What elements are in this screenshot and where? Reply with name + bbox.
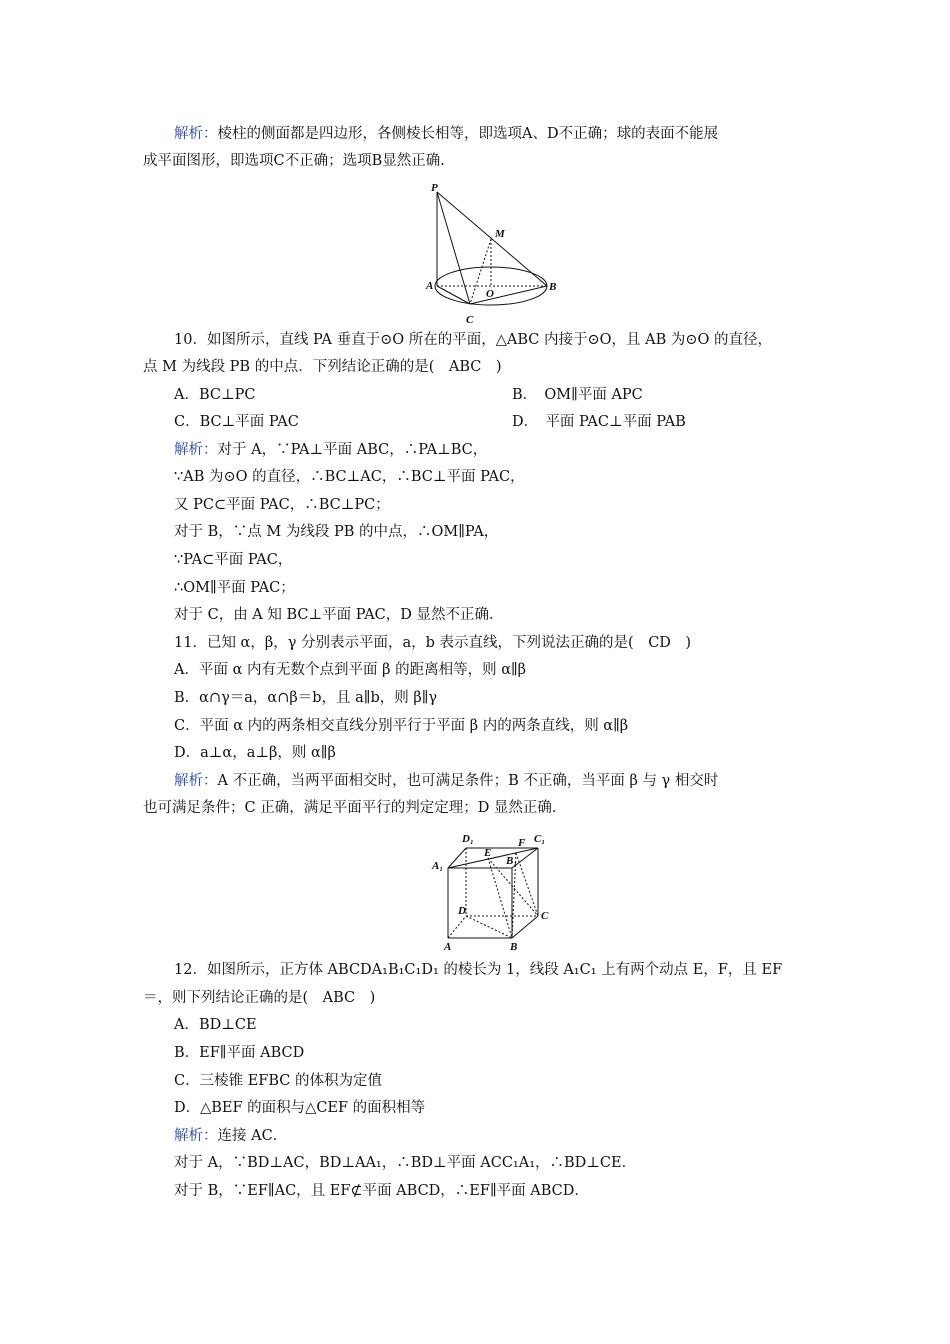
analysis-line: ∴OM∥平面 PAC； xyxy=(174,580,295,596)
question-12-stem: ＝，则下列结论正确的是( ABC ) xyxy=(143,990,376,1006)
analysis-line: 解析：棱柱的侧面都是四边形，各侧棱长相等，即选项A、D不正确；球的表面不能展 xyxy=(174,126,719,142)
label-O: O xyxy=(486,288,494,300)
analysis-line: 又 PC⊂平面 PAC，∴BC⊥PC； xyxy=(174,497,390,513)
label-F: F xyxy=(518,837,526,849)
option-d: D． 平面 PAC⊥平面 PAB xyxy=(512,414,686,430)
label-C1: C₁ xyxy=(534,833,546,845)
label-A: A xyxy=(444,941,452,953)
label-B1: B₁ xyxy=(506,855,518,867)
label-P: P xyxy=(431,182,438,194)
analysis-line: 对于 A，∵BD⊥AC，BD⊥AA₁，∴BD⊥平面 ACC₁A₁，∴BD⊥CE． xyxy=(174,1155,637,1171)
figure-circle-pyramid xyxy=(420,180,570,328)
option-a: A．BC⊥PC xyxy=(174,387,256,403)
analysis-line: 成平面图形，即选项C不正确；选项B显然正确. xyxy=(143,153,445,169)
option-b: B． OM∥平面 APC xyxy=(512,387,643,403)
label-D1: D₁ xyxy=(462,833,474,845)
label-E: E xyxy=(484,847,492,859)
label-A: A xyxy=(426,280,434,292)
label-A1: A₁ xyxy=(432,860,444,872)
analysis-label: 解析： xyxy=(174,1128,218,1144)
analysis-line: 对于 C，由 A 知 BC⊥平面 PAC，D 显然不正确． xyxy=(174,607,504,623)
option-c: C．BC⊥平面 PAC xyxy=(174,414,299,430)
analysis-label: 解析： xyxy=(174,126,218,142)
option-b: B．α∩γ＝a，α∩β＝b，且 a∥b，则 β∥γ xyxy=(174,690,438,706)
analysis-line: 解析：A 不正确，当两平面相交时，也可满足条件；B 不正确，当平面 β 与 γ 相交时 xyxy=(174,773,719,789)
question-12-stem: 12．如图所示，正方体 ABCDA₁B₁C₁D₁ 的棱长为 1，线段 A₁C₁ 上有两个动点 E，F，且 EF xyxy=(174,962,783,978)
figure-cube xyxy=(428,828,558,956)
question-10-stem: 10．如图所示，直线 PA 垂直于⊙O 所在的平面，△ABC 内接于⊙O，且 AB 为⊙O 的直径， xyxy=(174,332,772,348)
option-d: D．a⊥α，a⊥β，则 α∥β xyxy=(174,745,336,761)
analysis-label: 解析： xyxy=(174,442,218,458)
label-B: B xyxy=(510,941,518,953)
analysis-line: 对于 B，∵点 M 为线段 PB 的中点，∴OM∥PA， xyxy=(174,524,499,540)
option-d: D．△BEF 的面积与△CEF 的面积相等 xyxy=(174,1100,426,1116)
analysis-line: 解析：对于 A，∵PA⊥平面 ABC，∴PA⊥BC， xyxy=(174,442,488,458)
option-a: A．BD⊥CE xyxy=(174,1017,257,1033)
option-c: C．三棱锥 EFBC 的体积为定值 xyxy=(174,1073,382,1089)
question-10-stem: 点 M 为线段 PB 的中点．下列结论正确的是( ABC ) xyxy=(143,359,502,375)
option-a: A．平面 α 内有无数个点到平面 β 的距离相等，则 α∥β xyxy=(174,662,527,678)
analysis-line: ∵PA⊂平面 PAC， xyxy=(174,552,293,568)
option-c: C．平面 α 内的两条相交直线分别平行于平面 β 内的两条直线，则 α∥β xyxy=(174,718,629,734)
question-11-stem: 11．已知 α，β，γ 分别表示平面，a，b 表示直线，下列说法正确的是( CD ) xyxy=(174,635,692,651)
label-M: M xyxy=(495,228,505,240)
analysis-line: 解析：连接 AC． xyxy=(174,1128,288,1144)
analysis-line: ∵AB 为⊙O 的直径，∴BC⊥AC，∴BC⊥平面 PAC， xyxy=(174,469,525,485)
analysis-line: 也可满足条件；C 正确，满足平面平行的判定定理；D 显然正确． xyxy=(143,800,567,816)
option-b: B．EF∥平面 ABCD xyxy=(174,1045,305,1061)
label-C: C xyxy=(541,910,549,922)
analysis-line: 对于 B，∵EF∥AC，且 EF⊄平面 ABCD，∴EF∥平面 ABCD． xyxy=(174,1183,589,1199)
label-B: B xyxy=(549,281,557,293)
label-D: D xyxy=(458,905,466,917)
label-C: C xyxy=(466,314,474,326)
analysis-label: 解析： xyxy=(174,773,218,789)
